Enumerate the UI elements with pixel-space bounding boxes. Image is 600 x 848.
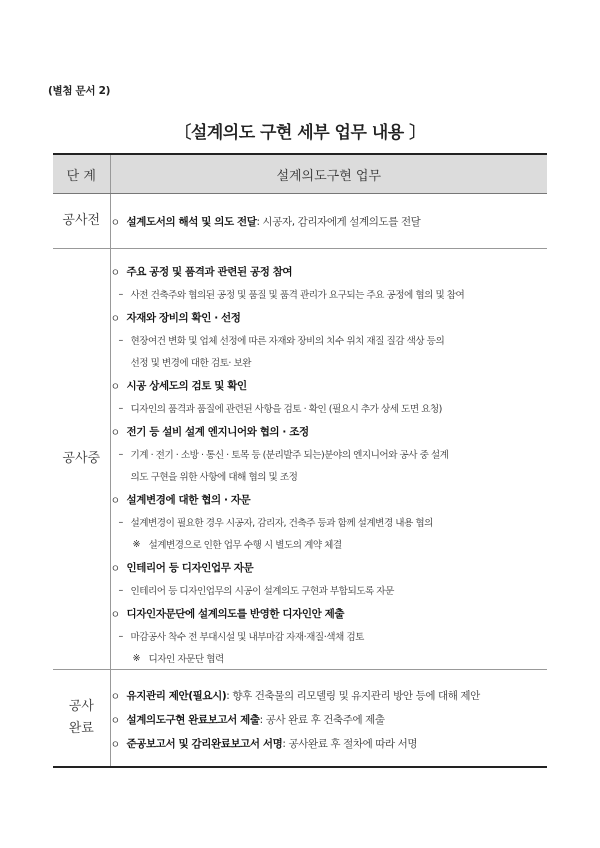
dash-icon: – bbox=[118, 516, 123, 528]
dash-icon: – bbox=[118, 288, 123, 300]
sub-item-text: 의도 구현을 위한 사항에 대해 협의 및 조정 bbox=[130, 472, 298, 483]
work-cell bbox=[110, 194, 547, 249]
sub-item-text: 사전 건축주와 협의된 공정 및 품질 및 품격 관리가 요구되는 주요 공정에 협의 및 참여 bbox=[130, 290, 465, 301]
work-item bbox=[111, 259, 548, 283]
item-title: 전기 등 설비 설계 엔지니어와 협의 · 조정 bbox=[126, 425, 309, 438]
item-title: 인테리어 등 디자인업무 자문 bbox=[126, 561, 254, 574]
work-item bbox=[111, 684, 548, 708]
item-title: 주요 공정 및 품격과 관련된 공정 참여 bbox=[126, 265, 293, 278]
work-item bbox=[111, 373, 548, 397]
item-title: 설계도서의 해석 및 의도 전달 bbox=[126, 215, 257, 228]
bullet-icon: ㅇ bbox=[110, 740, 120, 752]
dash-icon: – bbox=[118, 402, 123, 414]
sub-item bbox=[111, 579, 548, 601]
note-mark-icon: ※ bbox=[132, 652, 141, 664]
item-description: : 공사완료 후 절차에 따라 서명 bbox=[282, 738, 418, 751]
stage-label: 완료 bbox=[68, 720, 94, 736]
work-item bbox=[111, 708, 548, 732]
sub-item bbox=[111, 397, 548, 419]
sub-item bbox=[111, 647, 548, 669]
item-title: 설계의도구현 완료보고서 제출 bbox=[126, 714, 260, 727]
bullet-icon: ㅇ bbox=[110, 563, 120, 575]
sub-item-text: 설계변경이 필요한 경우 시공자, 감리자, 건축주 등과 함께 설계변경 내용 협의 bbox=[130, 518, 433, 529]
item-title: 준공보고서 및 감리완료보고서 서명 bbox=[126, 738, 283, 751]
bullet-icon: ㅇ bbox=[110, 217, 120, 229]
header-stage: 단 계 bbox=[53, 154, 110, 194]
work-item bbox=[111, 305, 548, 329]
bullet-icon: ㅇ bbox=[110, 609, 120, 621]
bullet-icon: ㅇ bbox=[110, 495, 120, 507]
item-title: 디자인자문단에 설계의도를 반영한 디자인안 제출 bbox=[126, 607, 345, 620]
item-title: 설계변경에 대한 협의 · 자문 bbox=[126, 493, 251, 506]
dash-icon: – bbox=[118, 334, 123, 346]
bullet-icon: ㅇ bbox=[110, 692, 120, 704]
table-row bbox=[53, 249, 547, 670]
sub-item bbox=[111, 625, 548, 647]
work-item bbox=[111, 732, 548, 756]
stage-cell bbox=[53, 670, 110, 767]
item-title: 자재와 장비의 확인 · 선정 bbox=[126, 311, 241, 324]
item-description: : 향후 건축물의 리모델링 및 유지관리 방안 등에 대해 제안 bbox=[226, 690, 480, 703]
sub-item bbox=[111, 329, 548, 351]
sub-item-text: 설계변경으로 인한 업무 수행 시 별도의 계약 체결 bbox=[148, 540, 342, 551]
stage-cell bbox=[53, 249, 110, 670]
stage-label: 공사 bbox=[68, 698, 94, 714]
sub-item-text: 디자인의 품격과 품질에 관련된 사항을 검토 · 확인 (필요시 추가 상세 도면 요청) bbox=[130, 404, 442, 415]
bullet-icon: ㅇ bbox=[110, 313, 120, 325]
dash-icon: – bbox=[118, 448, 123, 460]
item-description: : 공사 완료 후 건축주에 제출 bbox=[259, 714, 385, 727]
work-item bbox=[111, 419, 548, 443]
sub-item-text: 인테리어 등 디자인업무의 시공이 설계의도 구현과 부합되도록 자문 bbox=[130, 586, 394, 597]
work-item bbox=[111, 601, 548, 625]
note-mark-icon: ※ bbox=[132, 538, 141, 550]
sub-item bbox=[111, 443, 548, 465]
work-item bbox=[111, 555, 548, 579]
header-work: 설계의도구현 업무 bbox=[110, 154, 547, 194]
document-title: 〔설계의도 구현 세부 업무 내용 〕 bbox=[174, 123, 426, 143]
bullet-icon: ㅇ bbox=[110, 427, 120, 439]
bullet-icon: ㅇ bbox=[110, 381, 120, 393]
table-row bbox=[53, 194, 547, 249]
stage-label: 공사중 bbox=[62, 451, 101, 466]
sub-item bbox=[111, 351, 548, 373]
sub-item-text: 디자인 자문단 협력 bbox=[148, 654, 224, 665]
sub-item-text: 현장여건 변화 및 업체 선정에 따른 자재와 장비의 치수 위치 재질 질감 색상 등의 bbox=[130, 336, 445, 347]
table-row bbox=[53, 670, 547, 767]
sub-item-text: 선정 및 변경에 대한 검토· 보완 bbox=[130, 358, 252, 369]
item-description: : 시공자, 감리자에게 설계의도를 전달 bbox=[256, 215, 421, 228]
sub-item-text: 마감공사 착수 전 부대시설 및 내부마감 자재·재질·색채 검토 bbox=[130, 632, 364, 643]
dash-icon: – bbox=[118, 584, 123, 596]
work-item bbox=[111, 487, 548, 511]
item-title: 시공 상세도의 검토 및 확인 bbox=[126, 379, 247, 392]
dash-icon: – bbox=[118, 630, 123, 642]
sub-item bbox=[111, 283, 548, 305]
work-cell bbox=[110, 249, 547, 670]
work-table bbox=[53, 153, 547, 768]
attachment-label: (별첨 문서 2) bbox=[48, 85, 111, 97]
sub-item bbox=[111, 511, 548, 533]
bullet-icon: ㅇ bbox=[110, 267, 120, 279]
item-title: 유지관리 제안(필요시) bbox=[126, 690, 227, 703]
stage-label: 공사전 bbox=[62, 213, 101, 228]
sub-item-text: 기계 · 전기 · 소방 · 통신 · 토목 등 (분리발주 되는)분야의 엔지니어와 공사 중 설계 bbox=[130, 450, 449, 461]
stage-cell bbox=[53, 194, 110, 249]
bullet-icon: ㅇ bbox=[110, 716, 120, 728]
sub-item bbox=[111, 533, 548, 555]
sub-item bbox=[111, 465, 548, 487]
work-item bbox=[111, 209, 548, 233]
work-cell bbox=[110, 670, 547, 767]
